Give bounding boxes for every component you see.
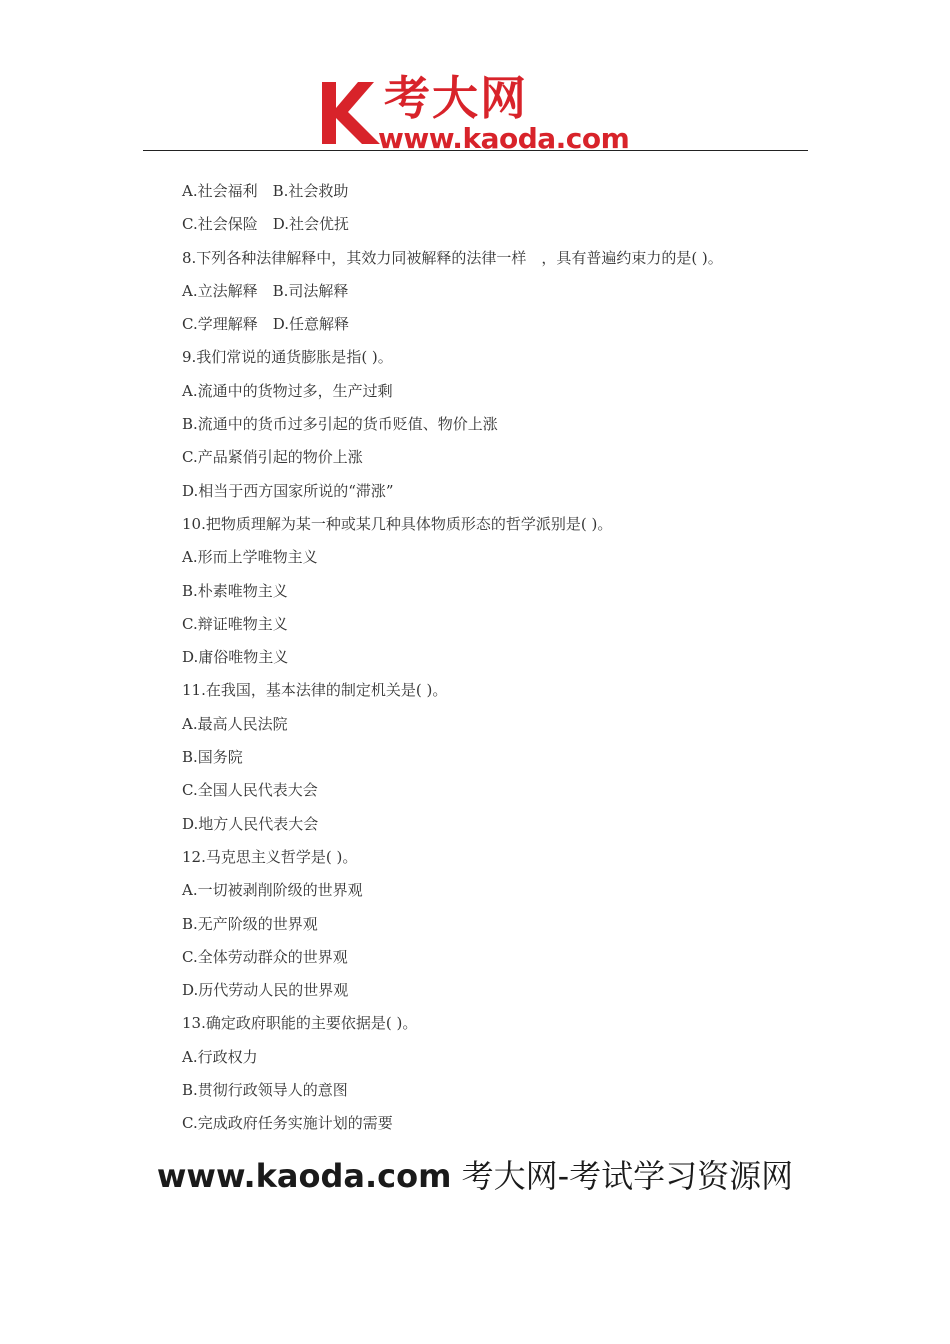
option-line: B.国务院: [182, 748, 243, 767]
option-line: A.形而上学唯物主义: [182, 548, 318, 567]
option-line: A.最高人民法院: [182, 714, 288, 733]
footer-tagline: 考大网-考试学习资源网: [451, 1157, 794, 1195]
text-line: C.社会保险 D.社会优抚: [182, 215, 349, 234]
logo-k-mark-icon: [318, 78, 382, 148]
option-line: A.一切被剥削阶级的世界观: [182, 881, 363, 900]
text-line: A.社会福利 B.社会救助: [182, 182, 349, 200]
page-header: [0, 0, 950, 160]
option-line: D.历代劳动人民的世界观: [182, 981, 349, 1000]
text-line: C.学理解释 D.任意解释: [182, 315, 349, 334]
option-line: B.流通中的货币过多引起的货币贬值、物价上涨: [182, 415, 498, 434]
header-divider: [143, 150, 808, 151]
question-9: 9.我们常说的通货膨胀是指( )。: [182, 348, 393, 367]
option-line: C.全体劳动群众的世界观: [182, 947, 348, 966]
option-line: C.全国人民代表大会: [182, 781, 318, 800]
kaoda-logo[interactable]: [318, 70, 648, 156]
option-line: B.贯彻行政领导人的意图: [182, 1081, 348, 1100]
question-8: 8.下列各种法律解释中，其效力同被解释的法律一样 ，具有普遍约束力的是( )。: [182, 248, 723, 267]
option-line: B.无产阶级的世界观: [182, 914, 318, 933]
question-10: 10.把物质理解为某一种或某几种具体物质形态的哲学派别是( )。: [182, 514, 613, 533]
option-line: D.相当于西方国家所说的“滞涨”: [182, 481, 394, 500]
option-line: D.地方人民代表大会: [182, 814, 319, 833]
option-line: A.流通中的货物过多，生产过剩: [182, 381, 393, 400]
footer-url-link[interactable]: www.kaoda.com: [156, 1157, 452, 1195]
option-line: C.完成政府任务实施计划的需要: [182, 1114, 393, 1133]
page-footer: [150, 1150, 800, 1202]
option-line: A.行政权力: [182, 1047, 258, 1066]
question-13: 13.确定政府职能的主要依据是( )。: [182, 1014, 418, 1033]
option-line: D.庸俗唯物主义: [182, 648, 289, 667]
question-12: 12.马克思主义哲学是( )。: [182, 847, 358, 866]
question-11: 11.在我国，基本法律的制定机关是( )。: [182, 681, 448, 700]
question-list: [182, 175, 822, 1141]
logo-url-text: www.kaoda.com: [378, 122, 630, 155]
option-line: B.朴素唯物主义: [182, 581, 288, 600]
text-line: A.立法解释 B.司法解释: [182, 281, 349, 300]
option-line: C.辩证唯物主义: [182, 614, 288, 633]
option-line: C.产品紧俏引起的物价上涨: [182, 448, 363, 467]
logo-chinese-name: 考大网: [384, 71, 528, 125]
